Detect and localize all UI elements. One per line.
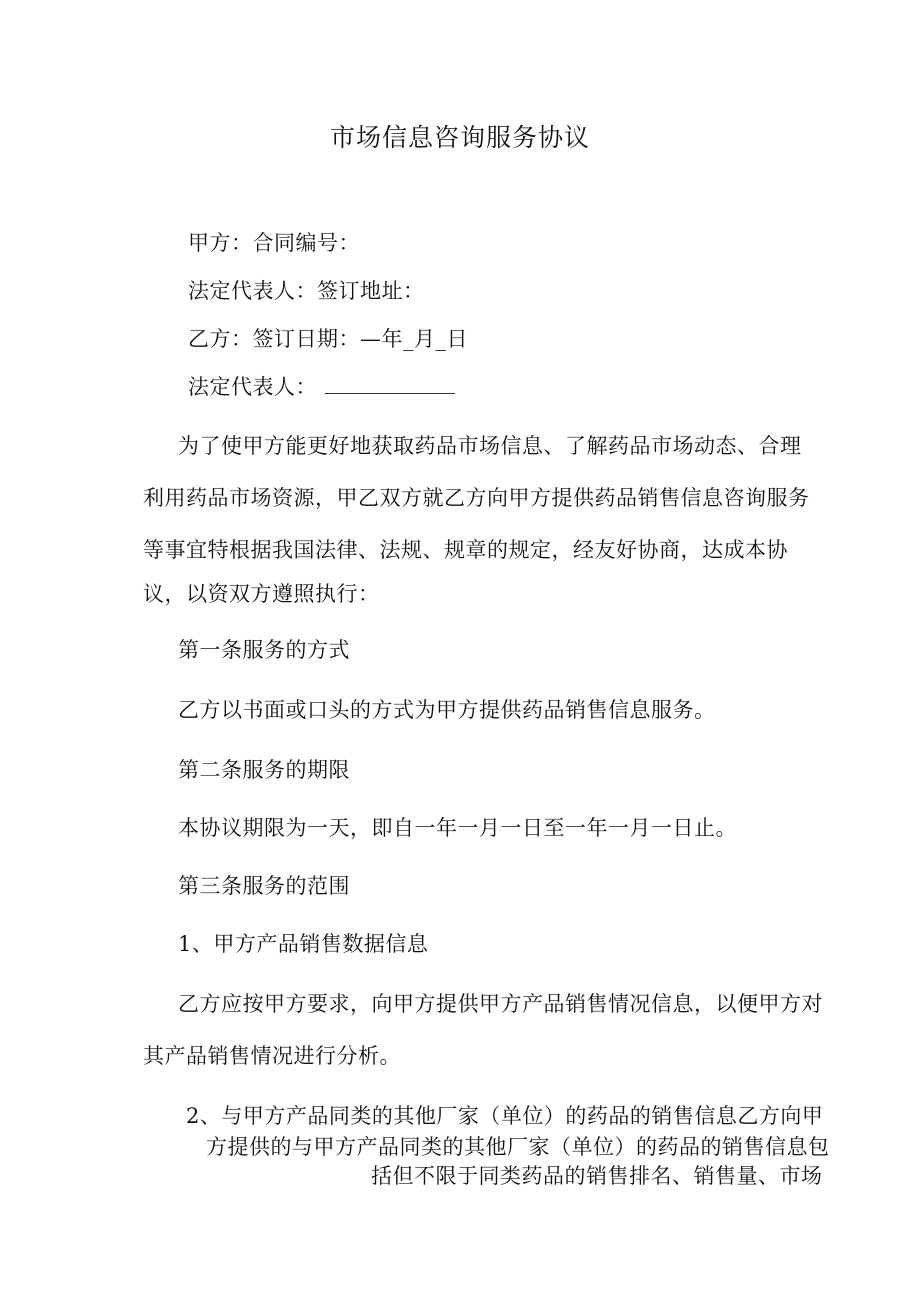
article-1-heading: 第一条服务的方式 bbox=[178, 638, 350, 662]
item-2-line-1: 2、与甲方产品同类的其他厂家（单位）的药品的销售信息乙方向甲 bbox=[186, 1104, 824, 1128]
party-b-line: 乙方：签订日期：—年_月_日 bbox=[188, 327, 468, 351]
item-1-heading: 1、甲方产品销售数据信息 bbox=[178, 932, 429, 956]
signature-blank bbox=[325, 375, 455, 394]
party-a-line: 甲方：合同编号： bbox=[188, 231, 360, 255]
document-title: 市场信息咨询服务协议 bbox=[329, 123, 590, 152]
article-2-body: 本协议期限为一天，即自一年一月一日至一年一月一日止。 bbox=[178, 816, 737, 840]
item-1-body-line-1: 乙方应按甲方要求，向甲方提供甲方产品销售情况信息，以便甲方对 bbox=[178, 992, 823, 1016]
article-2-heading: 第二条服务的期限 bbox=[178, 758, 350, 782]
article-3-heading: 第三条服务的范围 bbox=[178, 874, 350, 898]
intro-line-1: 为了使甲方能更好地获取药品市场信息、了解药品市场动态、合理 bbox=[178, 434, 802, 458]
intro-line-2: 利用药品市场资源，甲乙双方就乙方向甲方提供药品销售信息咨询服务 bbox=[143, 486, 810, 510]
article-1-body: 乙方以书面或口头的方式为甲方提供药品销售信息服务。 bbox=[178, 698, 716, 722]
item-2-line-3: 括但不限于同类药品的销售排名、销售量、市场 bbox=[371, 1164, 823, 1188]
party-b-representative-label: 法定代表人： bbox=[188, 375, 317, 399]
intro-line-3: 等事宜特根据我国法律、法规、规章的规定，经友好协商，达成本协 bbox=[143, 538, 788, 562]
item-2-line-2: 方提供的与甲方产品同类的其他厂家（单位）的药品的销售信息包 bbox=[206, 1135, 830, 1159]
item-1-body-line-2: 其产品销售情况进行分析。 bbox=[143, 1044, 401, 1068]
party-b-representative-line bbox=[188, 373, 455, 401]
intro-line-4: 议，以资双方遵照执行： bbox=[143, 582, 380, 606]
party-a-representative-line: 法定代表人：签订地址： bbox=[188, 279, 425, 303]
